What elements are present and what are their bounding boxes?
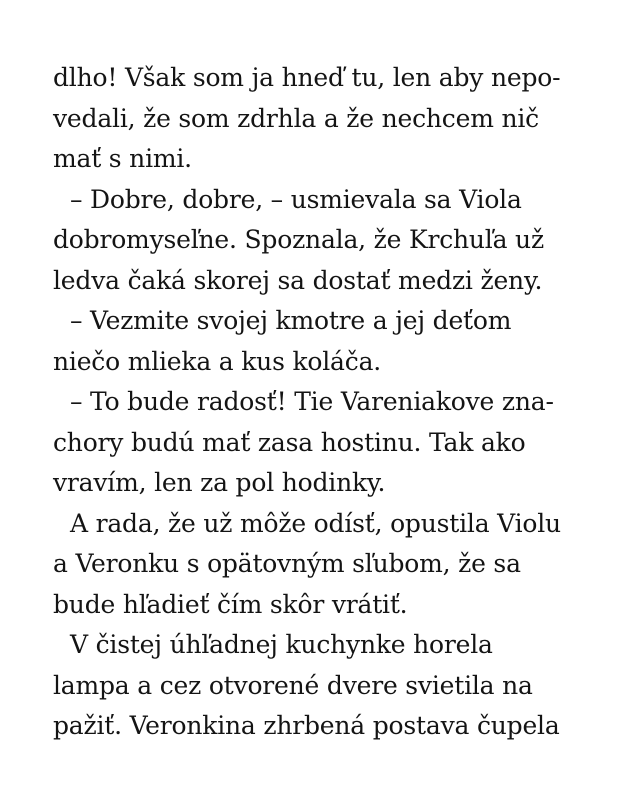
text-line-1: dlho! Však som ja hneď tu, len aby nepo- xyxy=(53,63,561,92)
text-line-12: A rada, že už môže odísť, opustila Violu xyxy=(70,508,561,538)
text-line-10: chory budú mať zasa hostinu. Tak ako xyxy=(53,427,526,457)
text-line-11: vravím, len za pol hodinky. xyxy=(53,468,386,497)
text-line-5: dobromyseľne. Spoznala, že Krchuľa už xyxy=(53,225,544,254)
text-line-2: vedali, že som zdrhla a že nechcem nič xyxy=(53,103,539,133)
text-line-6: ledva čaká skorej sa dostať medzi ženy. xyxy=(53,265,543,295)
text-line-7: – Vezmite svojej kmotre a jej deťom xyxy=(70,306,512,335)
text-line-9: – To bude radosť! Tie Vareniakove zna- xyxy=(70,387,554,416)
text-line-15: V čistej úhľadnej kuchynke horela xyxy=(70,630,493,659)
text-line-13: a Veronku s opätovným sľubom, že sa xyxy=(53,549,521,578)
book-page-text xyxy=(53,58,593,747)
text-line-4: – Dobre, dobre, – usmievala sa Viola xyxy=(70,184,522,214)
text-line-17: pažiť. Veronkina zhrbená postava čupela xyxy=(53,711,560,740)
text-line-14: bude hľadieť čím skôr vrátiť. xyxy=(53,589,408,619)
text-line-16: lampa a cez otvorené dvere svietila na xyxy=(53,670,533,700)
text-line-3: mať s nimi. xyxy=(53,144,192,173)
text-line-8: niečo mlieka a kus koláča. xyxy=(53,346,382,376)
